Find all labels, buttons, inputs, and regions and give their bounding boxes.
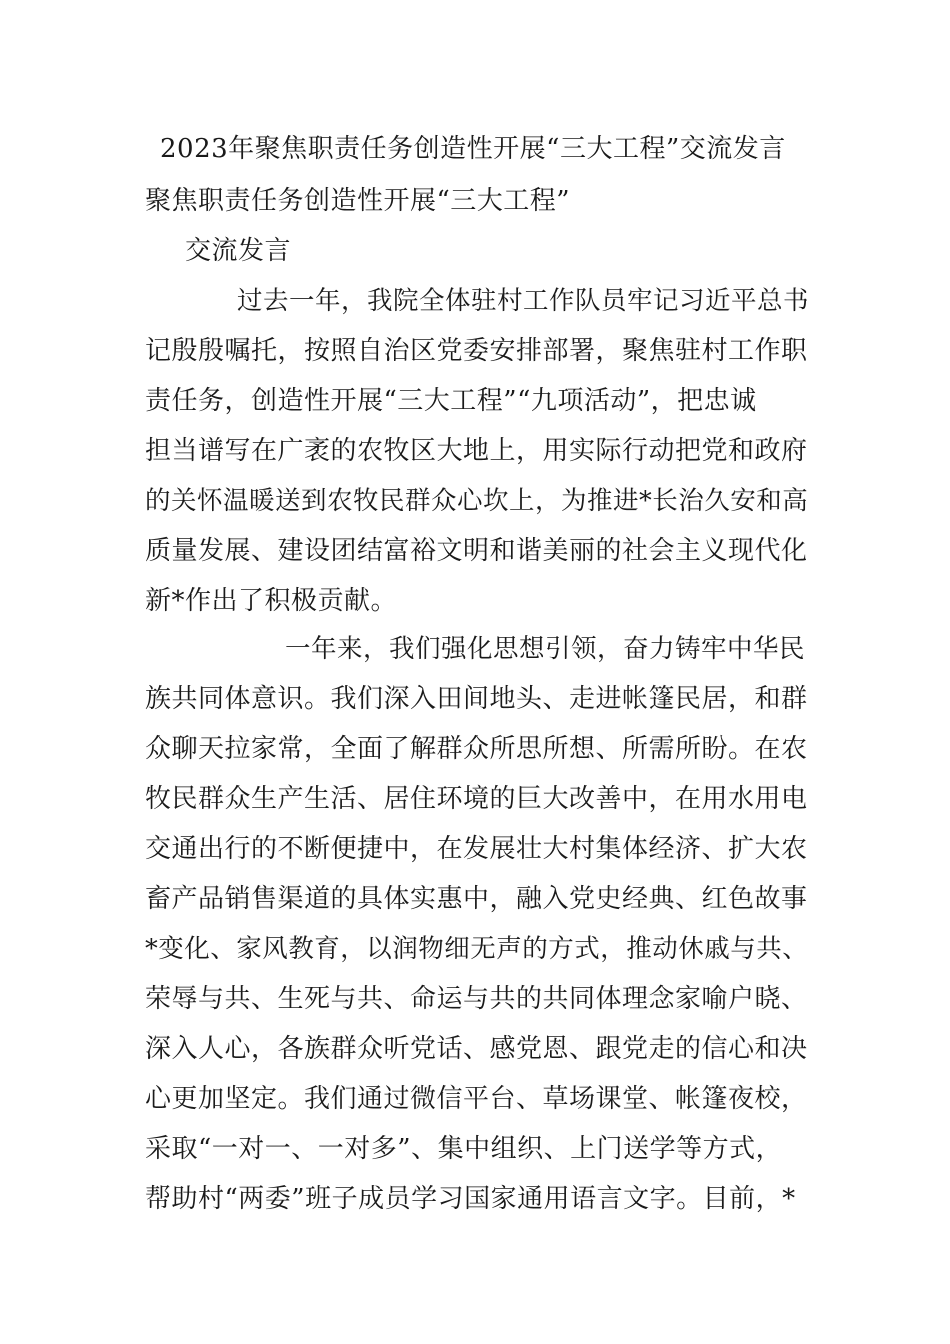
text-line: 心更加坚定。我们通过微信平台、草场课堂、帐篷夜校， (145, 1084, 808, 1114)
text-line: 一年来，我们强化思想引领，奋力铸牢中华民 (285, 634, 806, 664)
text-line: 帮助村“两委”班子成员学习国家通用语言文字。目前，* (145, 1184, 796, 1214)
document-title: 2023年聚焦职责任务创造性开展“三大工程”交流发言 (160, 134, 786, 164)
text-line: 荣辱与共、生死与共、命运与共的共同体理念家喻户晓、 (145, 984, 808, 1014)
text-line: *变化、家风教育，以润物细无声的方式，推动休戚与共、 (145, 934, 809, 964)
text-line: 族共同体意识。我们深入田间地头、走进帐篷民居，和群 (145, 684, 808, 714)
text-line: 质量发展、建设团结富裕文明和谐美丽的社会主义现代化 (145, 536, 808, 566)
text-line: 交通出行的不断便捷中，在发展壮大村集体经济、扩大农 (145, 834, 808, 864)
text-line: 责任务，创造性开展“三大工程”“九项活动”，把忠诚 (145, 386, 757, 416)
text-line: 众聊天拉家常，全面了解群众所思所想、所需所盼。在农 (145, 734, 808, 764)
text-line: 深入人心，各族群众听党话、感党恩、跟党走的信心和决 (145, 1034, 808, 1064)
document-subtitle-suffix: 交流发言 (185, 236, 292, 266)
text-line: 担当谱写在广袤的农牧区大地上，用实际行动把党和政府 (145, 436, 808, 466)
text-line: 的关怀温暖送到农牧民群众心坎上，为推进*长治久安和高 (145, 486, 809, 516)
text-line: 采取“一对一、一对多”、集中组织、上门送学等方式， (145, 1134, 783, 1164)
text-line: 新*作出了积极贡献。 (145, 586, 398, 616)
document-subtitle: 聚焦职责任务创造性开展“三大工程” (145, 186, 571, 216)
text-line: 牧民群众生产生活、居住环境的巨大改善中，在用水用电 (145, 784, 808, 814)
text-line: 过去一年，我院全体驻村工作队员牢记习近平总书 (237, 286, 810, 316)
text-line: 记殷殷嘱托，按照自治区党委安排部署，聚焦驻村工作职 (145, 336, 808, 366)
text-line: 畜产品销售渠道的具体实惠中，融入党史经典、红色故事 (145, 884, 808, 914)
